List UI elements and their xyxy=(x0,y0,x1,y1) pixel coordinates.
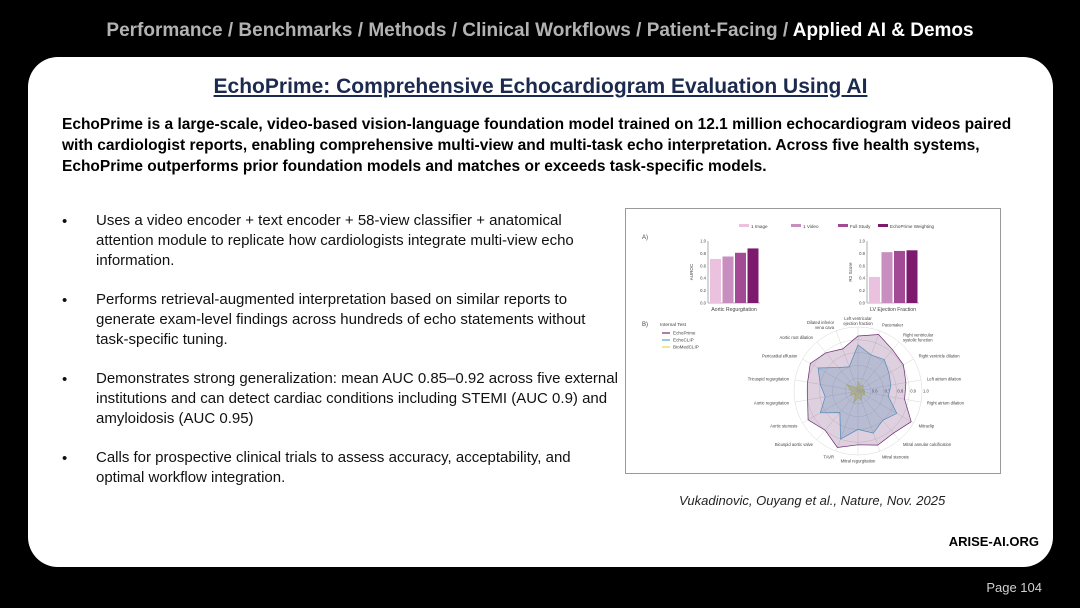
aortic-regurgitation-chart-tick-label: 1.0 xyxy=(700,238,706,244)
radar-series-echoprime xyxy=(808,335,912,448)
breadcrumb-separator: / xyxy=(777,20,793,41)
lv-ejection-fraction-chart-bar xyxy=(869,277,880,303)
radar-axis-label xyxy=(919,424,935,429)
legend-swatch xyxy=(838,224,848,227)
radar-axis-label-line: Right atrium dilation xyxy=(926,400,964,406)
citation: Vukadinovic, Ouyang et al., Nature, Nov. 2025 xyxy=(679,493,946,508)
figure-svg xyxy=(626,209,1000,473)
radar-axis-label-line: Bicuspid aortic valve xyxy=(774,442,814,448)
radar-axis-label-line: Left ventricular xyxy=(844,316,872,321)
radar-legend-title: Internal Test xyxy=(660,323,687,328)
bullet-text: Performs retrieval-augmented interpretation based on similar reports to generate exam-level findings across hundreds of echo statements without task-specific tuning. xyxy=(96,291,586,348)
summary-paragraph: EchoPrime is a large-scale, video-based vision-language foundation model trained on 12.1 million echocardiogram videos paired with cardiologist reports, enabling comprehensive multi-view and multi-task echo interpretation. Across five health systems, EchoPrime outperforms prior foundation models and matches or exceeds task-specific models. xyxy=(62,116,1012,175)
radar-legend-label: EchoPrime xyxy=(673,330,696,336)
breadcrumb-separator: / xyxy=(630,20,647,41)
radar-axis-label-line: Mitraclip xyxy=(918,423,935,429)
radar-axis-label-line: Right ventricular xyxy=(902,332,934,338)
bullet-item xyxy=(62,448,622,488)
page-number: Page 104 xyxy=(986,580,1042,595)
radar-axis-label-line: Mitral stenosis xyxy=(881,454,909,460)
breadcrumb-current: Applied AI & Demos xyxy=(792,20,974,41)
radar-axis-label xyxy=(927,401,965,406)
legend-label: Full Study xyxy=(850,224,871,229)
radar-axis-label xyxy=(927,376,962,381)
radar-axis-label-line: Dilated inferior xyxy=(807,320,835,326)
lv-ejection-fraction-chart-tick-label: 0.2 xyxy=(859,288,865,294)
aortic-regurgitation-chart-tick-label: 0.8 xyxy=(700,250,706,256)
lv-ejection-fraction-chart-y-label: R2 Score xyxy=(848,262,853,282)
radar-axis-label xyxy=(843,316,873,326)
radar-axis-label-line: Left atrium dilation xyxy=(926,376,962,382)
radar-axis-label xyxy=(882,454,909,459)
breadcrumb-item-patient-facing[interactable]: Patient-Facing xyxy=(646,20,778,41)
radar-axis-label-line: Tricuspid regurgitation xyxy=(747,376,790,382)
aortic-regurgitation-chart-title: Aortic Regurgitation xyxy=(711,307,757,313)
legend-label: EchoPrime Weighting xyxy=(890,224,935,229)
radar-axis-label-line: Pericardial effusion xyxy=(761,353,798,359)
aortic-regurgitation-chart-tick-label: 0.4 xyxy=(700,275,706,281)
breadcrumb-item-methods[interactable]: Methods xyxy=(368,20,447,41)
lv-ejection-fraction-chart-bar xyxy=(894,251,905,303)
radar-axis-label-line: ejection fraction xyxy=(843,321,873,326)
aortic-regurgitation-chart-tick-label: 0.0 xyxy=(700,300,706,306)
lv-ejection-fraction-chart-tick-label: 0.0 xyxy=(859,300,865,306)
panel-label: B) xyxy=(642,322,648,328)
radar-axis-label xyxy=(841,459,876,464)
aortic-regurgitation-chart-bar xyxy=(723,257,734,304)
radar-axis-label xyxy=(903,332,934,342)
echoprime-figure xyxy=(625,208,1001,474)
aortic-regurgitation-chart-y-label: AUROC xyxy=(689,263,694,281)
bullet-glyph: • xyxy=(62,292,68,309)
bullet-text: Demonstrates strong generalization: mean AUC 0.85–0.92 across five external institutions and can detect cardiac conditions including STEMI (AUC 0.9) and amyloidosis (AUC 0.95) xyxy=(96,370,618,427)
radar-axis-label-line: Pacemaker xyxy=(881,322,904,328)
radar-axis-label-line: Mitral annular calcification xyxy=(902,442,952,448)
breadcrumb-separator: / xyxy=(352,20,369,41)
bullet-item xyxy=(62,369,622,429)
radar-axis-label xyxy=(882,323,904,328)
radar-axis-label xyxy=(824,454,835,459)
radar-axis-label-line: Aortic regurgitation xyxy=(753,400,790,406)
radar-axis-label-line: systolic function xyxy=(902,337,933,343)
radar-legend-label: EchoCLIP xyxy=(673,337,694,343)
radar-axis-label xyxy=(779,335,813,340)
radar-legend-label: BioMedCLIP xyxy=(673,344,699,350)
breadcrumb-separator: / xyxy=(222,20,239,41)
radar-axis-label xyxy=(770,424,797,429)
panel-label: A) xyxy=(642,235,648,241)
aortic-regurgitation-chart-bar xyxy=(748,248,759,303)
radar-axis-label xyxy=(748,376,790,381)
bullet-glyph: • xyxy=(62,213,68,230)
breadcrumb xyxy=(0,20,1080,42)
bullet-item xyxy=(62,211,622,271)
lv-ejection-fraction-chart-tick-label: 0.8 xyxy=(859,250,865,256)
slide-card xyxy=(28,57,1053,567)
radar-axis-label-line: Aortic stenosis xyxy=(770,423,798,429)
lv-ejection-fraction-chart-tick-label: 0.4 xyxy=(859,275,865,281)
radar-tick-label: 0.9 xyxy=(910,388,917,394)
legend-label: 1 Image xyxy=(751,224,768,229)
aortic-regurgitation-chart-tick-label: 0.2 xyxy=(700,288,706,294)
legend-label: 1 Video xyxy=(803,224,819,229)
lv-ejection-fraction-chart-bar xyxy=(882,252,893,303)
breadcrumb-item-performance[interactable]: Performance xyxy=(106,20,223,41)
lv-ejection-fraction-chart-title: LV Ejection Fraction xyxy=(869,307,917,313)
legend-swatch xyxy=(791,224,801,227)
radar-axis-label xyxy=(775,442,814,447)
lv-ejection-fraction-chart-tick-label: 1.0 xyxy=(859,238,865,244)
breadcrumb-item-clinical-workflows[interactable]: Clinical Workflows xyxy=(462,20,631,41)
radar-axis-label xyxy=(762,354,798,359)
bullet-text: Calls for prospective clinical trials to assess accuracy, acceptability, and optimal workflow integration. xyxy=(96,449,571,486)
bullet-glyph: • xyxy=(62,450,68,467)
radar-axis-label xyxy=(919,354,961,359)
slide-title: EchoPrime: Comprehensive Echocardiogram Evaluation Using AI xyxy=(213,75,868,98)
aortic-regurgitation-chart-bar xyxy=(710,259,721,303)
breadcrumb-separator: / xyxy=(446,20,463,41)
radar-axis-label-line: TAVR xyxy=(823,454,835,460)
radar-axis-label-line: Aortic root dilation xyxy=(779,334,814,340)
radar-axis-label-line: Right ventricle dilation xyxy=(918,353,960,359)
legend-swatch xyxy=(878,224,888,227)
bullet-text: Uses a video encoder + text encoder + 58-view classifier + anatomical attention module to replicate how cardiologists integrate multi-view echo information. xyxy=(96,212,574,269)
bullet-list xyxy=(62,211,622,507)
lv-ejection-fraction-chart-bar xyxy=(907,250,918,303)
lv-ejection-fraction-chart-tick-label: 0.6 xyxy=(859,263,865,269)
bullet-glyph: • xyxy=(62,371,68,388)
legend-swatch xyxy=(739,224,749,227)
radar-tick-label: 1.0 xyxy=(923,388,929,394)
radar-axis-label xyxy=(903,442,952,447)
radar-axis-label xyxy=(754,401,790,406)
radar-axis-label-line: vena cava xyxy=(814,325,835,331)
breadcrumb-item-benchmarks[interactable]: Benchmarks xyxy=(238,20,353,41)
bullet-item xyxy=(62,290,622,350)
radar-axis-label xyxy=(807,320,835,330)
aortic-regurgitation-chart-bar xyxy=(735,253,746,303)
radar-axis-label-line: Mitral regurgitation xyxy=(840,458,876,464)
brand-logo-text: ARISE-AI.ORG xyxy=(948,534,1039,549)
aortic-regurgitation-chart-tick-label: 0.6 xyxy=(700,263,706,269)
